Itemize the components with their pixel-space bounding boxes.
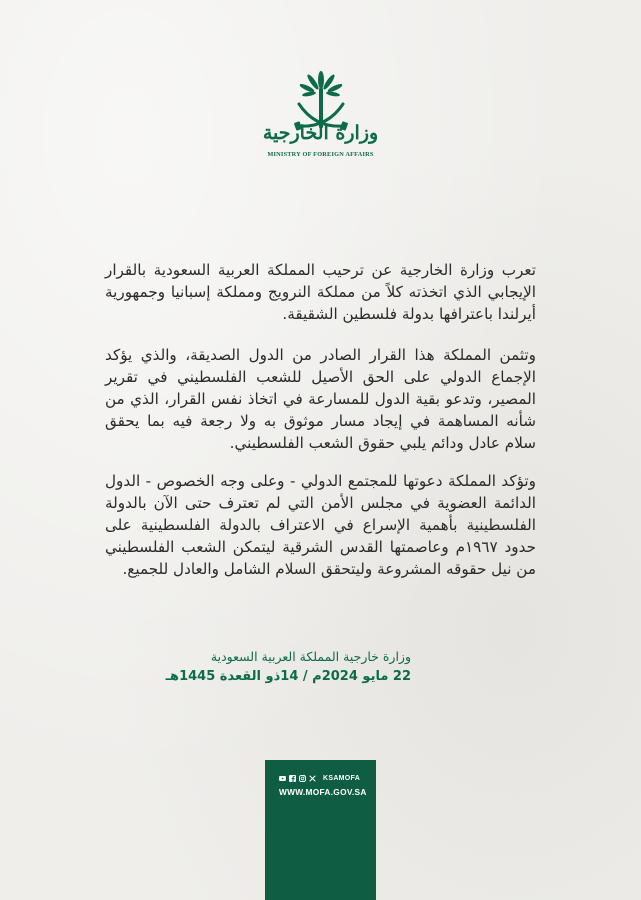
website-link[interactable]: WWW.MOFA.GOV.SA [279,787,367,797]
statement-paragraph-1 [105,259,536,325]
footer-contact-block [265,760,376,900]
signature-date: 22 مايو 2024م / 14ذو القعدة 1445هـ [165,669,411,684]
x-icon[interactable] [309,775,316,782]
instagram-icon[interactable] [299,775,306,782]
paragraph-text: وتؤكد المملكة دعوتها للمجتمع الدولي - وعلى وجه الخصوص - الدول الدائمة العضوية في مجلس الأمن التي لم تعترف حتى الآن بالدولة الفلسطينية بأهمية الإسراع في الاعتراف بالدولة الفلسطينية على حدود ١٩٦٧م وعاصمتها القدس الشرقية ليتمكن الشعب الفلسطيني من نيل حقوقه المشروعة وليتحقق السلام الشامل والعادل للجميع. [105,472,536,578]
ministry-logo-arabic: وزارة الخارجية [262,122,379,144]
paragraph-text: تعرب وزارة الخارجية عن ترحيب المملكة العربية السعودية بالقرار الإيجابي الذي اتخذته كلاً من مملكة النرويج ومملكة إسبانيا وجمهورية أيرلندا باعترافها بدولة فلسطين الشقيقة. [105,261,536,323]
statement-paragraph-3 [105,470,536,580]
paragraph-text: وتثمن المملكة هذا القرار الصادر من الدول الصديقة، والذي يؤكد الإجماع الدولي على الحق الأصيل للشعب الفلسطيني في تقرير المصير، وتدعو بقية الدول للمسارعة في اتخاذ نفس القرار، الذي من شأنه المساهمة في إيجاد مسار موثوق به ولا رجعة فيه بما يحقق سلام عادل ودائم يلبي حقوق الشعب الفلسطيني. [105,346,536,452]
youtube-icon[interactable] [279,775,286,782]
social-icons-row [279,775,360,782]
social-handle[interactable]: KSAMOFA [323,775,361,782]
signature-organization: وزارة خارجية المملكة العربية السعودية [210,649,411,664]
ministry-logo-english: MINISTRY OF FOREIGN AFFAIRS [267,151,374,158]
facebook-icon[interactable] [289,775,296,782]
statement-paragraph-2 [105,344,536,454]
